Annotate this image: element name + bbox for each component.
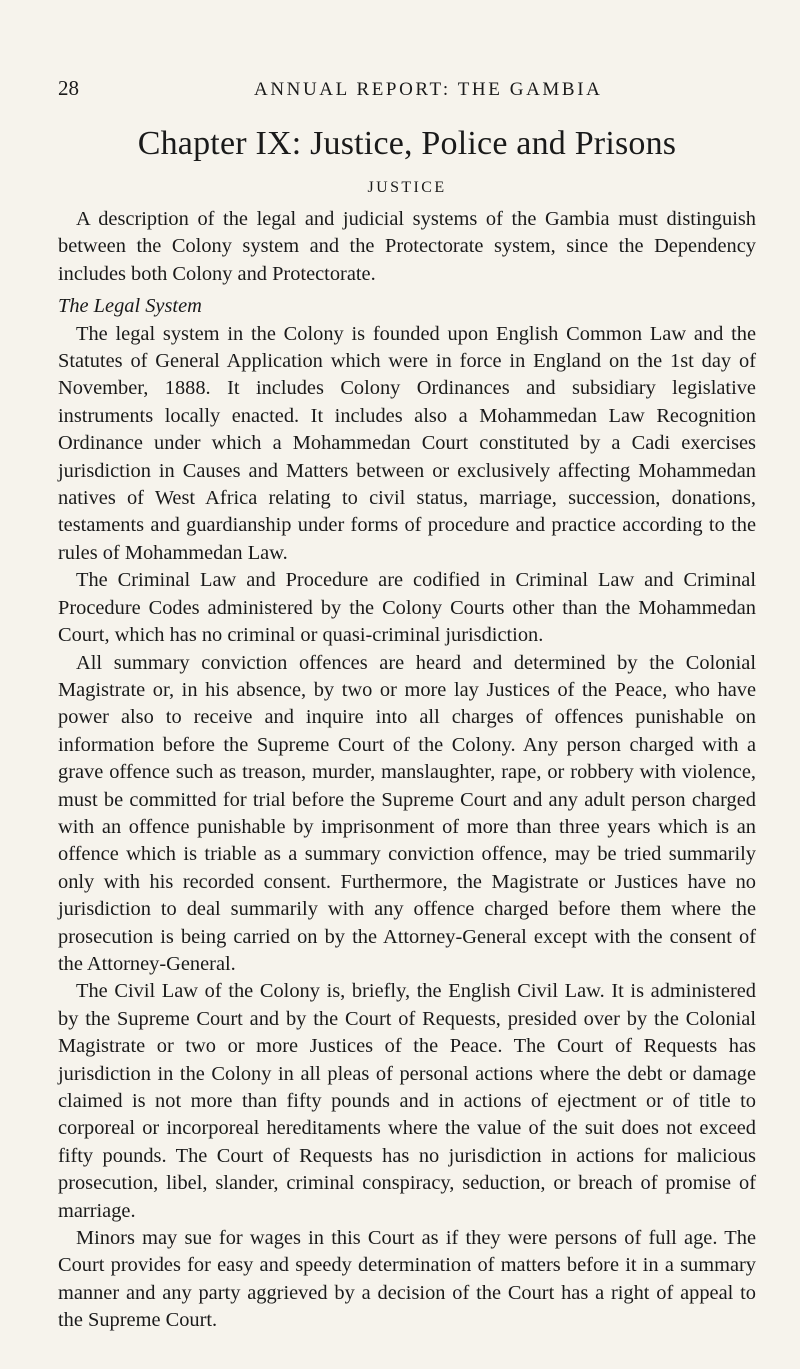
running-header <box>58 0 756 106</box>
running-title: ANNUAL REPORT: THE GAMBIA <box>254 79 603 100</box>
subheading-legal-system: The Legal System <box>58 295 202 318</box>
intro-paragraph: A description of the legal and judicial systems of the Gambia must distinguish between the Colony system and the Protectorate system, since the Dependency includes both Colony and Protectorate. <box>58 208 756 285</box>
paragraph-minors: Minors may sue for wages in this Court as if they were persons of full age. The Court provides for easy and speedy determination of matters before it in a summary manner and any party aggrieved by a decision of the Court has a right of appeal to the Supreme Court. <box>58 1227 756 1332</box>
body-text <box>58 206 756 1335</box>
page-number: 28 <box>58 76 79 100</box>
section-heading: JUSTICE <box>367 179 447 196</box>
paragraph-civil-law: The Civil Law of the Colony is, briefly, the English Civil Law. It is administered by the Supreme Court and by the Court of Requests, presided over by the Colonial Magistrate or two or more Justices of the Peace. The Court of Requests has jurisdiction in the Colony in all pleas of personal actions where the debt or damage claimed is not more than fifty pounds and in actions of ejectment or of title to corporeal or incorporeal hereditaments where the value of the suit does not exceed fifty pounds. The Court of Requests has no jurisdiction in actions for malicious prosecution, libel, slander, criminal conspiracy, seduction, or breach of promise of marriage. <box>58 980 756 1222</box>
paragraph-summary-conviction: All summary conviction offences are heard and determined by the Colonial Magistrate or, in his absence, by two or more lay Justices of the Peace, who have power also to receive and inquire into all charges of offences punishable on information before the Supreme Court of the Colony. Any person charged with a grave offence such as treason, murder, manslaughter, rape, or robbery with violence, must be committed for trial before the Supreme Court and any adult person charged with an offence punishable by imprisonment of more than three years which is an offence which is triable as a summary conviction offence, may be tried summarily only with his recorded consent. Furthermore, the Magistrate or Justices have no jurisdiction to deal summarily with any offence charged before them where the prosecution is being carried on by the Attorney-General except with the consent of the Attorney-General. <box>58 651 756 975</box>
paragraph-criminal-law: The Criminal Law and Procedure are codified in Criminal Law and Criminal Procedure Codes administered by the Colony Courts other than the Mohammedan Court, which has no criminal or quasi-criminal jurisdiction. <box>58 569 756 647</box>
paragraph-legal-system: The legal system in the Colony is founded upon English Common Law and the Statutes of General Application which were in force in England on the 1st day of November, 1888. It includes Colony Ordinances and subsidiary legislative instruments locally enacted. It includes also a Mohammedan Law Recognition Ordinance under which a Mohammedan Court constituted by a Cadi exercises jurisdiction in Causes and Matters between or exclusively affecting Mohammedan natives of West Africa relating to civil status, marriage, succession, donations, testaments and guardianship under forms of procedure and practice according to the rules of Mohammedan Law. <box>58 322 756 564</box>
chapter-title: Chapter IX: Justice, Police and Prisons <box>137 125 677 162</box>
